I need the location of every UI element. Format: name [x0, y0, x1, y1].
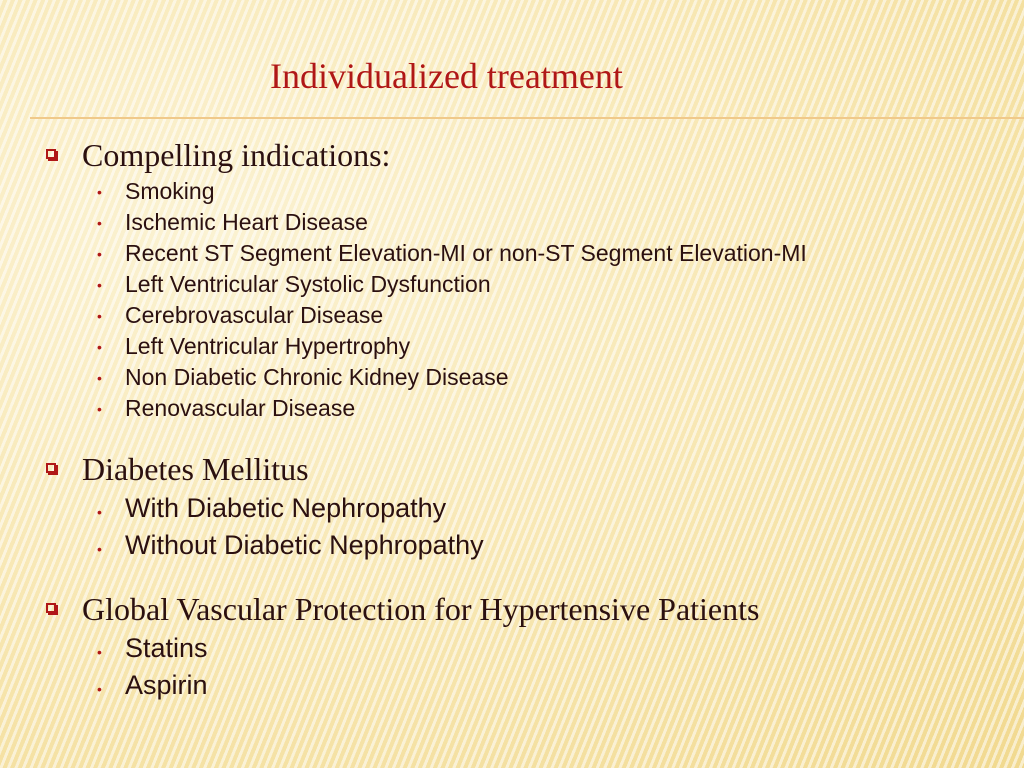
bullet-dot-icon: •	[97, 246, 102, 262]
list-item	[44, 490, 1004, 527]
diabetes-list	[44, 490, 1004, 564]
protection-list	[44, 630, 1004, 704]
bullet-dot-icon: •	[97, 308, 102, 324]
square-checkbox-icon	[46, 149, 56, 159]
list-item-text: Renovascular Disease	[125, 395, 356, 421]
list-item-text: Cerebrovascular Disease	[125, 302, 384, 328]
bullet-dot-icon: •	[97, 215, 102, 231]
section-heading-text: Diabetes Mellitus	[82, 451, 309, 487]
section-heading	[44, 134, 1004, 176]
bullet-dot-icon: •	[97, 644, 102, 660]
list-item	[44, 630, 1004, 667]
indication-list	[44, 176, 1004, 424]
list-item-text: Left Ventricular Hypertrophy	[125, 333, 411, 359]
list-item-text: Recent ST Segment Elevation-MI or non-ST Segment Elevation-MI	[125, 240, 807, 266]
section-compelling-indications	[44, 134, 1004, 424]
list-item	[44, 207, 1004, 238]
square-checkbox-icon	[46, 463, 56, 473]
section-heading-text: Global Vascular Protection for Hypertensive Patients	[82, 591, 760, 627]
slide-content	[44, 134, 1004, 704]
list-item	[44, 393, 1004, 424]
list-item	[44, 269, 1004, 300]
bullet-dot-icon: •	[97, 339, 102, 355]
list-item	[44, 238, 1004, 269]
list-item-text: Ischemic Heart Disease	[125, 209, 368, 235]
square-checkbox-icon	[46, 603, 56, 613]
list-item	[44, 527, 1004, 564]
list-item	[44, 667, 1004, 704]
bullet-dot-icon: •	[97, 541, 102, 557]
list-item-text: Left Ventricular Systolic Dysfunction	[125, 271, 491, 297]
slide-title: Individualized treatment	[270, 56, 623, 96]
bullet-dot-icon: •	[97, 504, 102, 520]
bullet-dot-icon: •	[97, 370, 102, 386]
list-item-text: Non Diabetic Chronic Kidney Disease	[125, 364, 509, 390]
bullet-dot-icon: •	[97, 681, 102, 697]
section-global-vascular-protection	[44, 588, 1004, 704]
title-divider	[30, 117, 1024, 119]
bullet-dot-icon: •	[97, 277, 102, 293]
bullet-dot-icon: •	[97, 184, 102, 200]
section-heading	[44, 588, 1004, 630]
list-item-text: Aspirin	[125, 670, 208, 700]
list-item-text: Without Diabetic Nephropathy	[125, 530, 484, 560]
list-item-text: With Diabetic Nephropathy	[125, 493, 447, 523]
section-diabetes-mellitus	[44, 448, 1004, 564]
list-item	[44, 176, 1004, 207]
list-item-text: Smoking	[125, 178, 215, 204]
section-heading-text: Compelling indications:	[82, 137, 391, 173]
list-item-text: Statins	[125, 633, 208, 663]
section-heading	[44, 448, 1004, 490]
bullet-dot-icon: •	[97, 401, 102, 417]
list-item	[44, 300, 1004, 331]
list-item	[44, 331, 1004, 362]
list-item	[44, 362, 1004, 393]
